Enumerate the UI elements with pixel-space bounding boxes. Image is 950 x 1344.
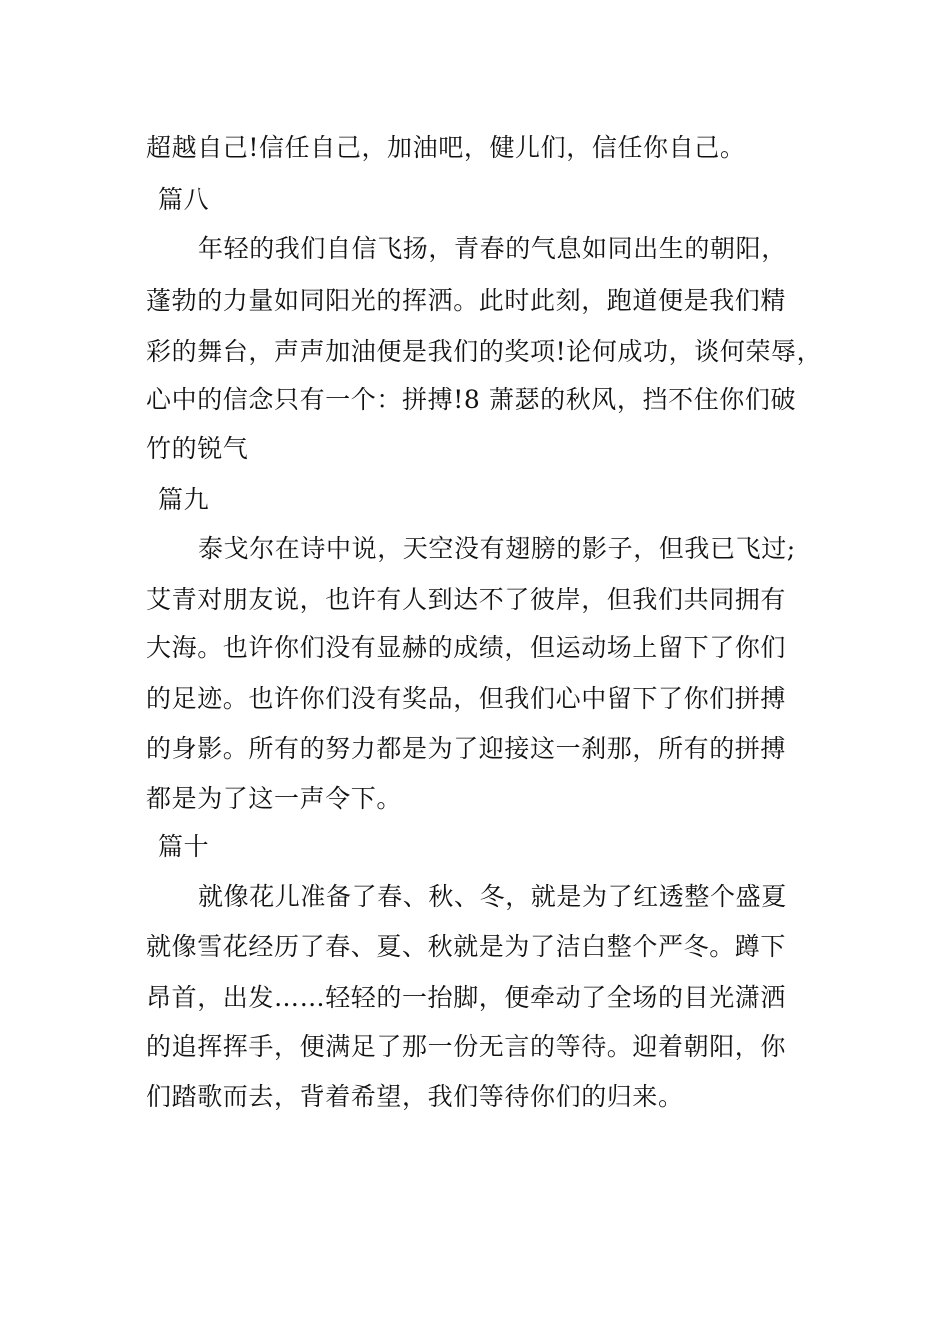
paragraph-line: 的足迹。也许你们没有奖品，但我们心中留下了你们拼搏 [146, 684, 787, 713]
paragraph-line: 年轻的我们自信飞扬，青春的气息如同出生的朝阳， [198, 234, 787, 263]
paragraph-line: 就像花儿准备了春、秋、冬，就是为了红透整个盛夏 [198, 882, 787, 911]
paragraph-line: 昂首，出发……轻轻的一抬脚，便牵动了全场的目光潇洒 [146, 983, 787, 1012]
paragraph-line: 们踏歌而去，背着希望，我们等待你们的归来。 [146, 1082, 684, 1111]
paragraph-line: 竹的锐气 [146, 434, 249, 463]
paragraph-line: 彩的舞台，声声加油便是我们的奖项!论何成功，谈何荣辱， [146, 337, 823, 366]
paragraph-line: 大海。也许你们没有显赫的成绩，但运动场上留下了你们 [146, 633, 787, 662]
section-heading: 篇九 [158, 485, 210, 514]
paragraph-line: 泰戈尔在诗中说，天空没有翅膀的影子，但我已飞过; [198, 534, 796, 563]
paragraph-line: 心中的信念只有一个：拼搏!8 萧瑟的秋风，挡不住你们破 [146, 385, 797, 414]
paragraph-line: 都是为了这一声令下。 [146, 784, 403, 813]
paragraph-line: 蓬勃的力量如同阳光的挥洒。此时此刻，跑道便是我们精 [146, 286, 787, 315]
paragraph-line: 的追挥挥手，便满足了那一份无言的等待。迎着朝阳，你 [146, 1032, 787, 1061]
intro-line: 超越自己!信任自己，加油吧，健儿们，信任你自己。 [146, 133, 746, 162]
section-heading: 篇十 [158, 832, 210, 861]
paragraph-line: 就像雪花经历了春、夏、秋就是为了洁白整个严冬。蹲下 [146, 932, 787, 961]
section-heading: 篇八 [158, 185, 210, 214]
paragraph-line: 的身影。所有的努力都是为了迎接这一刹那，所有的拼搏 [146, 734, 787, 763]
paragraph-line: 艾青对朋友说，也许有人到达不了彼岸，但我们共同拥有 [146, 585, 787, 614]
